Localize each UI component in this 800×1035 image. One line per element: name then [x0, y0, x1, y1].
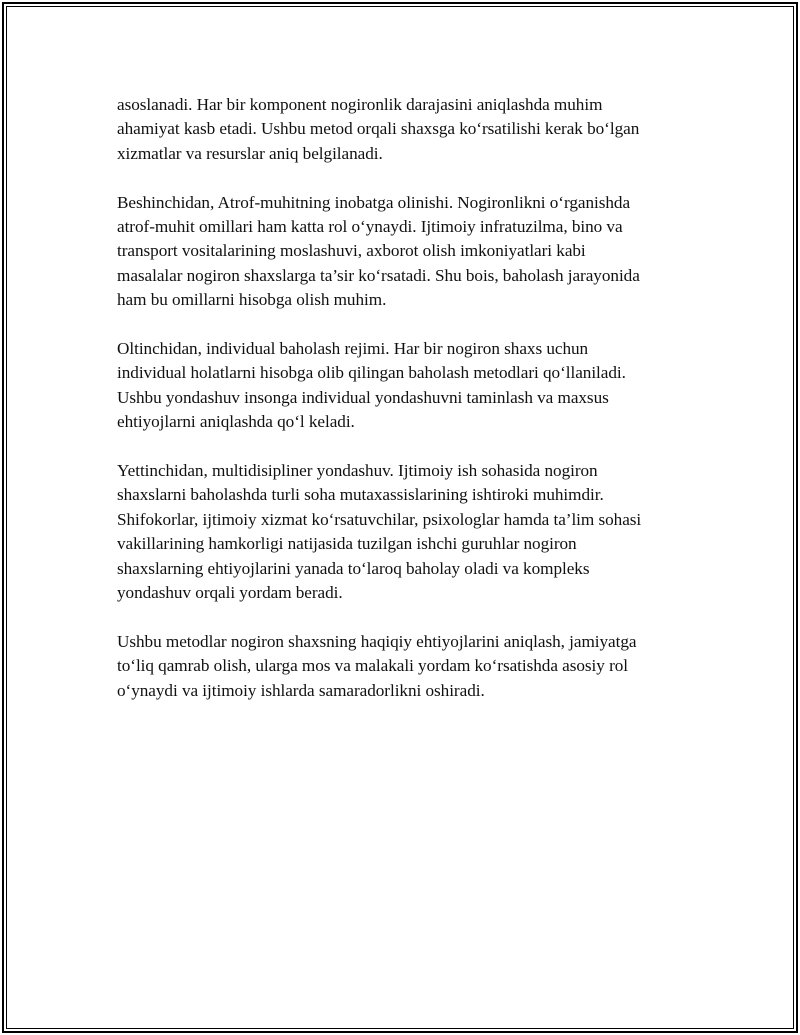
text-line: ehtiyojlarni aniqlashda qoʻl keladi.	[117, 412, 355, 432]
text-line: Yettinchidan, multidisipliner yondashuv. Ijtimoiy ish sohasida nogiron	[117, 461, 598, 481]
text-line: atrof-muhit omillari ham katta rol oʻynaydi. Ijtimoiy infratuzilma, bino va	[117, 217, 623, 237]
paragraph-5	[117, 630, 692, 703]
text-line: shaxslarning ehtiyojlarini yanada toʻlaroq baholay oladi va kompleks	[117, 558, 590, 578]
text-line: individual holatlarni hisobga olib qilingan baholash metodlari qoʻllaniladi.	[117, 363, 626, 383]
text-line: shaxslarni baholashda turli soha mutaxassislarining ishtiroki muhimdir.	[117, 485, 604, 505]
paragraph-1	[117, 93, 692, 166]
text-line: yondashuv orqali yordam beradi.	[117, 583, 343, 603]
text-line: xizmatlar va resurslar aniq belgilanadi.	[117, 143, 383, 163]
text-line: oʻynaydi va ijtimoiy ishlarda samaradorlikni oshiradi.	[117, 680, 485, 700]
paragraph-2	[117, 191, 692, 313]
text-line: Ushbu yondashuv insonga individual yondashuvni taminlash va maxsus	[117, 387, 609, 407]
paragraph-4	[117, 459, 692, 605]
text-line: vakillarining hamkorligi natijasida tuzilgan ishchi guruhlar nogiron	[117, 534, 577, 554]
text-line: Oltinchidan, individual baholash rejimi. Har bir nogiron shaxs uchun	[117, 339, 589, 359]
text-line: transport vositalarining moslashuvi, axborot olish imkoniyatlari kabi	[117, 241, 586, 261]
text-line: ahamiyat kasb etadi. Ushbu metod orqali shaxsga koʻrsatilishi kerak boʻlgan	[117, 119, 640, 139]
document-body	[117, 93, 692, 727]
text-line: Beshinchidan, Atrof-muhitning inobatga olinishi. Nogironlikni oʻrganishda	[117, 192, 631, 212]
text-line: ham bu omillarni hisobga olish muhim.	[117, 290, 387, 310]
text-line: toʻliq qamrab olish, ularga mos va malakali yordam koʻrsatishda asosiy rol	[117, 656, 629, 676]
text-line: asoslanadi. Har bir komponent nogironlik darajasini aniqlashda muhim	[117, 95, 603, 114]
text-line: Ushbu metodlar nogiron shaxsning haqiqiy ehtiyojlarini aniqlash, jamiyatga	[117, 631, 637, 651]
text-line: Shifokorlar, ijtimoiy xizmat koʻrsatuvchilar, psixologlar hamda ta’lim sohasi	[117, 509, 642, 529]
paragraph-3	[117, 337, 692, 435]
text-line: masalalar nogiron shaxslarga ta’sir koʻrsatadi. Shu bois, baholash jarayonida	[117, 265, 640, 285]
